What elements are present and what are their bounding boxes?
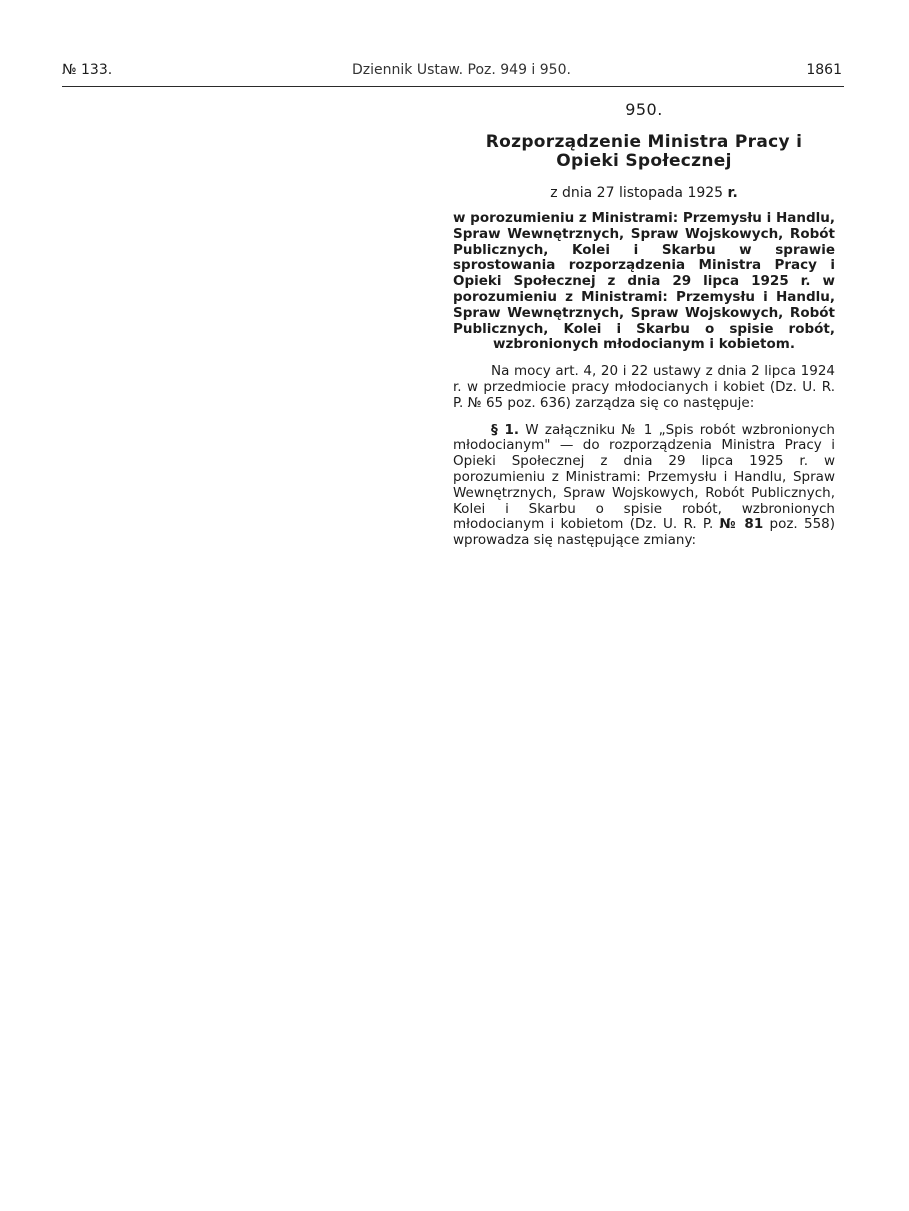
article-subject: w porozumieniu z Ministrami: Przemysłu i Handlu, Spraw Wewnętrznych, Spraw Wojskowych, Robót Publicznych, Kolei i Skarbu w sprawie sprostowania rozporządzenia Ministra Pracy i Opieki Społecznej z dnia 29 lipca 1925 r. w porozumieniu z Ministrami: Przemysłu i Handlu, Spraw Wewnętrznych, Spraw Wojskowych, Robót Publicznych, Kolei i Skarbu o spisie robót, wzbronionych młodocianym i kobietom. <box>453 210 835 353</box>
page-number: 1861 <box>806 62 842 78</box>
section-1-label: § 1. <box>491 421 519 438</box>
article-date <box>453 185 835 201</box>
article-column <box>453 100 835 560</box>
article-number: 950. <box>625 100 663 119</box>
section-1-bold-ref: № 81 <box>719 516 764 533</box>
section-1-paragraph <box>453 423 835 549</box>
article-title: Rozporządzenie Ministra Pracy i Opieki Społecznej <box>485 132 803 171</box>
page-header <box>62 58 844 87</box>
section-1-text: W załączniku № 1 „Spis robót wzbronionych młodocianym" — do rozporządzenia Ministra Pracy i Opieki Społecznej z dnia 29 lipca 1925 r. w porozumieniu z Ministrami: Przemysłu i Handlu, Spraw Wewnętrznych, Spraw Wojskowych, Robót Publicznych, Kolei i Skarbu o spisie robót, wzbronionych młodocianym i kobietom (Dz. U. R. P. <box>453 421 835 533</box>
section-1-tail: poz. 558) wprowadza się następujące zmiany: <box>453 516 836 549</box>
issue-number: № 133. <box>62 62 113 78</box>
journal-reference: Dziennik Ustaw. Poz. 949 i 950. <box>352 62 571 78</box>
date-text: z dnia 27 listopada 1925 <box>550 185 724 201</box>
date-suffix: r. <box>727 185 738 201</box>
preamble-paragraph: Na mocy art. 4, 20 i 22 ustawy z dnia 2 lipca 1924 r. w przedmiocie pracy młodocianych i kobiet (Dz. U. R. P. № 65 poz. 636) zarządza się co następuje: <box>453 363 835 411</box>
